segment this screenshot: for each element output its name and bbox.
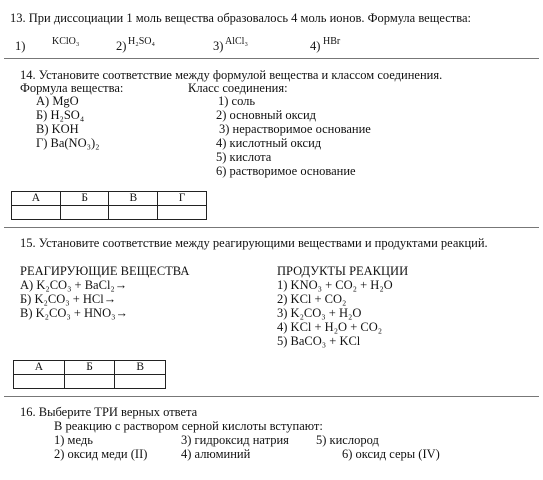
q14-right-3: 3) нерастворимое основание bbox=[219, 122, 371, 136]
q13-option-2-formula: H₂SO₄ bbox=[128, 36, 155, 47]
q13-option-1-formula: KClO₃ bbox=[52, 36, 80, 47]
q14-right-2: 2) основный оксид bbox=[216, 108, 316, 122]
q16-subtitle: В реакцию с раствором серной кислоты вступают: bbox=[54, 419, 323, 433]
q14-answer-cell-a[interactable] bbox=[12, 206, 61, 220]
q15-right-4: 4) KCl + H₂O + CO₂ bbox=[277, 320, 383, 334]
q15-right-1: 1) KNO₃ + CO₂ + H₂O bbox=[277, 278, 393, 292]
q16-option-4: 4) алюминий bbox=[181, 447, 251, 461]
divider-1 bbox=[4, 58, 539, 59]
q14-left-a: А) MgO bbox=[36, 94, 79, 108]
q14-answer-cell-g[interactable] bbox=[158, 206, 207, 220]
q15-answer-cell-a[interactable] bbox=[14, 375, 65, 389]
q14-table-header-v: В bbox=[109, 192, 158, 206]
q13-option-1-num: 1) bbox=[15, 39, 26, 53]
q14-answer-table bbox=[11, 191, 207, 220]
q15-right-5: 5) BaCO₃ + KCl bbox=[277, 334, 361, 348]
q14-table-header-b: Б bbox=[60, 192, 109, 206]
q16-option-2: 2) оксид меди (II) bbox=[54, 447, 148, 461]
q14-table-header-g: Г bbox=[158, 192, 207, 206]
q14-table-header-a: А bbox=[12, 192, 61, 206]
q14-left-b: Б) H₂SO₄ bbox=[36, 108, 85, 122]
q14-left-g: Г) Ba(NO₃)₂ bbox=[36, 136, 100, 150]
q13-option-3-num: 3) bbox=[213, 39, 224, 53]
q14-right-6: 6) растворимое основание bbox=[216, 164, 356, 178]
q16-option-6: 6) оксид серы (IV) bbox=[342, 447, 440, 461]
q15-left-v: В) K₂CO₃ + HNO₃→ bbox=[20, 306, 128, 320]
q15-right-3: 3) K₂CO₃ + H₂O bbox=[277, 306, 362, 320]
q13-option-4-formula: HBr bbox=[323, 36, 341, 47]
q13-option-3-formula: AlCl₃ bbox=[225, 36, 248, 47]
q13-question: 13. При диссоциации 1 моль вещества образовалось 4 моль ионов. Формула вещества: bbox=[10, 11, 471, 25]
q15-answer-cell-b[interactable] bbox=[64, 375, 115, 389]
q14-right-header: Класс соединения: bbox=[188, 81, 288, 95]
q14-left-v: В) KOH bbox=[36, 122, 79, 136]
divider-3 bbox=[4, 396, 539, 397]
q13-option-2-num: 2) bbox=[116, 39, 127, 53]
q14-answer-cell-v[interactable] bbox=[109, 206, 158, 220]
divider-2 bbox=[4, 227, 539, 228]
q14-right-4: 4) кислотный оксид bbox=[216, 136, 322, 150]
q16-question: 16. Выберите ТРИ верных ответа bbox=[20, 405, 198, 419]
q14-right-1: 1) соль bbox=[218, 94, 256, 108]
q15-left-header: РЕАГИРУЮЩИЕ ВЕЩЕСТВА bbox=[20, 264, 190, 278]
q14-left-header: Формула вещества: bbox=[20, 81, 124, 95]
q15-table-header-a: А bbox=[14, 361, 65, 375]
q15-answer-cell-v[interactable] bbox=[115, 375, 166, 389]
q14-answer-cell-b[interactable] bbox=[60, 206, 109, 220]
q15-left-a: А) K₂CO₃ + BaCl₂→ bbox=[20, 278, 128, 292]
q15-table-header-v: В bbox=[115, 361, 166, 375]
q16-option-1: 1) медь bbox=[54, 433, 93, 447]
q13-option-4-num: 4) bbox=[310, 39, 321, 53]
q16-option-5: 5) кислород bbox=[316, 433, 379, 447]
q14-question: 14. Установите соответствие между формулой вещества и классом соединения. bbox=[20, 68, 443, 82]
q16-option-3: 3) гидроксид натрия bbox=[181, 433, 289, 447]
q14-right-5: 5) кислота bbox=[216, 150, 272, 164]
q15-right-2: 2) KCl + CO₂ bbox=[277, 292, 347, 306]
q15-left-b: Б) K₂CO₃ + HCl→ bbox=[20, 292, 117, 306]
q15-table-header-b: Б bbox=[64, 361, 115, 375]
q15-right-header: ПРОДУКТЫ РЕАКЦИИ bbox=[277, 264, 409, 278]
q15-question: 15. Установите соответствие между реагирующими веществами и продуктами реакций. bbox=[20, 236, 488, 250]
q15-answer-table bbox=[13, 360, 166, 389]
